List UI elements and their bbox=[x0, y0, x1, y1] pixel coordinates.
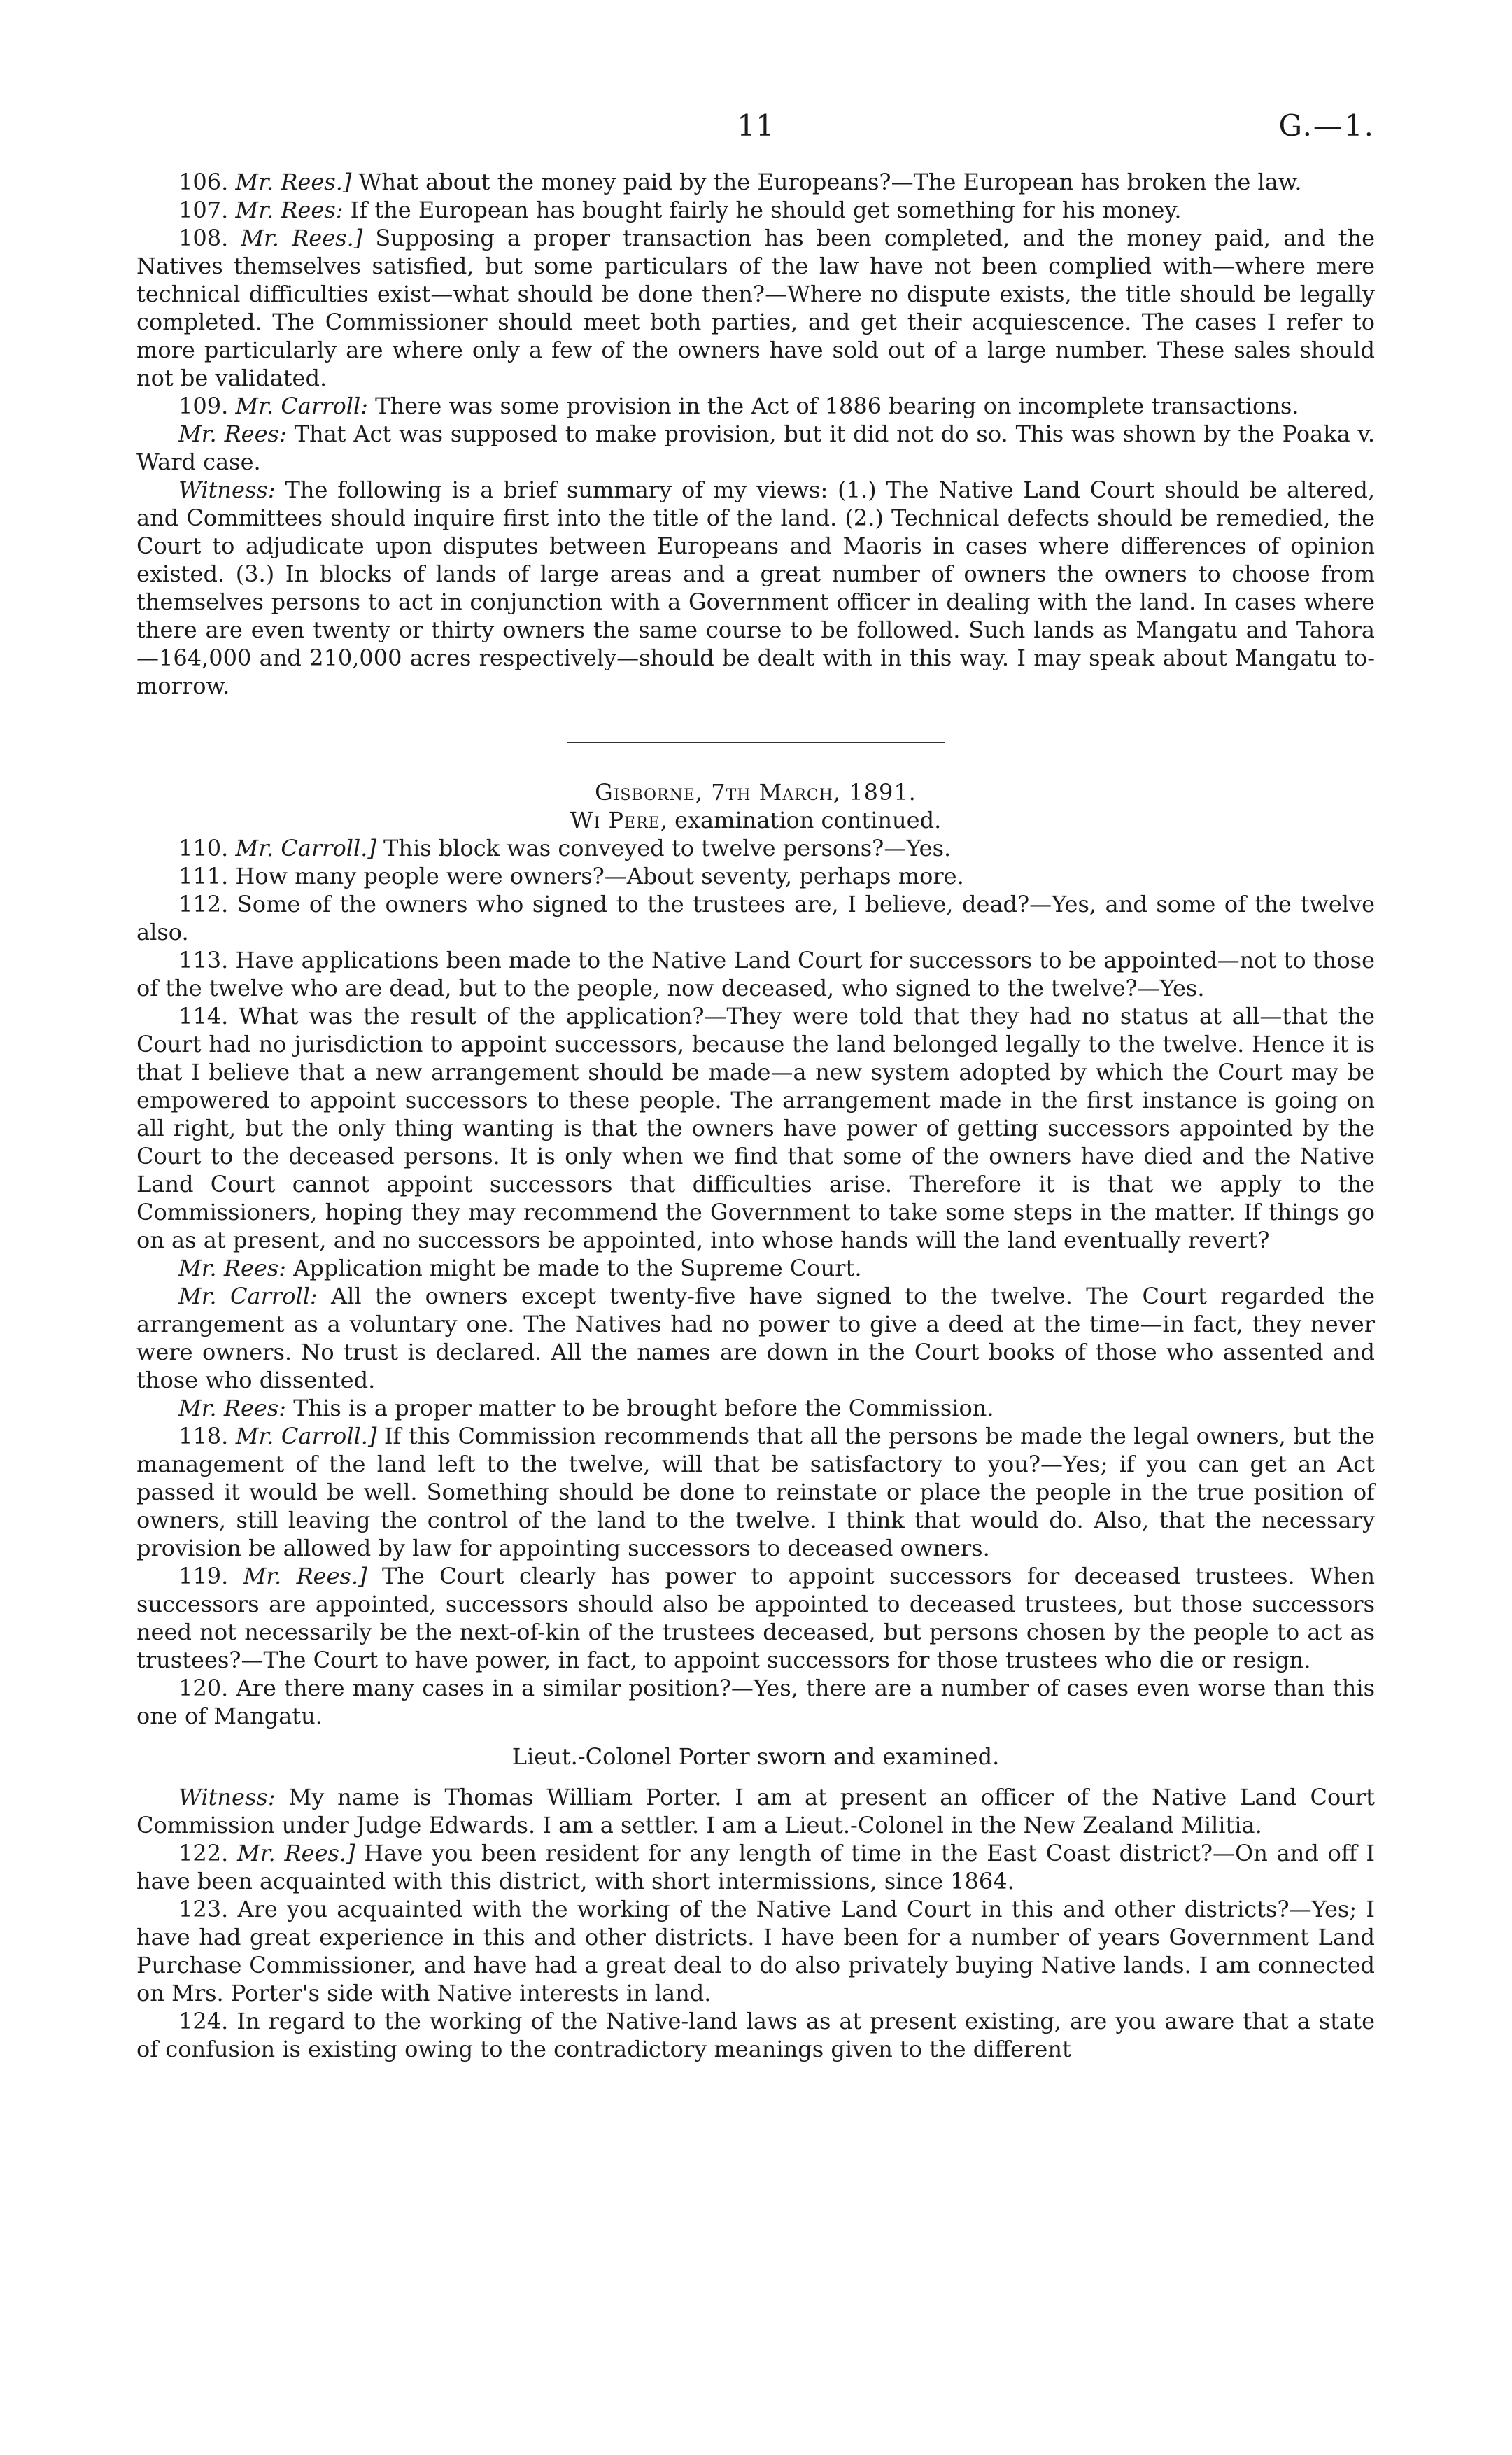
testimony-text: What about the money paid by the Europeans?—The European has broken the law. bbox=[351, 169, 1302, 195]
testimony-text: All the owners except twenty-five have signed to the twelve. The Court regarded the arrangement as a voluntary one. The Natives had no power to give a deed at the time—in fact, they never were owners. No trust is declared. All the names are down in the Court books of those who assented and those who dissented. bbox=[136, 1283, 1376, 1393]
speaker-label: Mr. Rees: bbox=[178, 1395, 287, 1421]
testimony-paragraph bbox=[136, 1839, 1375, 1895]
testimony-text: If the European has bought fairly he should get something for his money. bbox=[343, 197, 1182, 223]
speaker-label: Mr. Rees.] bbox=[243, 1563, 367, 1589]
testimony-text: Have you been resident for any length of time in the East Coast district?—On and off I have been acquainted with this district, with short intermissions, since 1864. bbox=[136, 1840, 1376, 1894]
document-body bbox=[136, 168, 1375, 2063]
testimony-text: If this Commission recommends that all the persons be made the legal owners, but the management of the land left to the twelve, will that be satisfactory to you?—Yes; if you can get an Act passed it would be well. Something should be done to reinstate or place the people in the true position of owners, still leaving the control of the land to the twelve. I think that would do. Also, that the necessary provision be allowed by law for appointing successors to deceased owners. bbox=[136, 1423, 1376, 1561]
question-number: 122. bbox=[178, 1840, 238, 1866]
testimony-text: That Act was supposed to make provision, but it did not do so. This was shown by the Poaka v. Ward case. bbox=[136, 421, 1376, 475]
testimony-text: In regard to the working of the Native-land laws as at present existing, are you aware that a state of confusion is existing owing to the contradictory meanings given to the different bbox=[136, 2008, 1376, 2062]
testimony-text: Are there many cases in a similar position?—Yes, there are a number of cases even worse than this one of Mangatu. bbox=[136, 1675, 1376, 1729]
page-header bbox=[136, 108, 1375, 154]
question-number: 106. bbox=[178, 169, 236, 195]
testimony-paragraph bbox=[136, 862, 1375, 890]
testimony-text: Application might be made to the Supreme Court. bbox=[286, 1255, 862, 1281]
testimony-paragraph bbox=[136, 392, 1375, 420]
testimony-text: Supposing a proper transaction has been completed, and the money paid, and the Natives themselves satisfied, but some particulars of the law have not been complied with—where mere technical difficulties exist—what should be done then?—Where no dispute exists, the title should be legally completed. The Commissioner should meet both parties, and get their acquiescence. The cases I refer to more particularly are where only a few of the owners have sold out of a large number. These sales should not be validated. bbox=[136, 225, 1376, 391]
testimony-text: Are you acquainted with the working of the Native Land Court in this and other districts?—Yes; I have had great experience in this and other districts. I have been for a number of years Government Land Purchase Commissioner, and have had a great deal to do also privately buying Native lands. I am connected on Mrs. Porter's side with Native interests in land. bbox=[136, 1896, 1376, 2006]
speaker-label: Mr. Rees: bbox=[178, 421, 287, 447]
testimony-paragraph bbox=[136, 476, 1375, 700]
testimony-paragraph bbox=[136, 420, 1375, 476]
testimony-paragraph bbox=[136, 1002, 1375, 1254]
question-number: 107. bbox=[178, 197, 236, 223]
question-number: 114. bbox=[178, 1003, 239, 1029]
testimony-paragraph bbox=[136, 834, 1375, 862]
page-number: 11 bbox=[737, 108, 775, 143]
question-number: 113. bbox=[178, 947, 236, 973]
testimony-paragraph bbox=[136, 1783, 1375, 1839]
speaker-label: Mr. Rees: bbox=[178, 1255, 287, 1281]
testimony-block-wi-pere bbox=[136, 168, 1375, 700]
testimony-paragraph bbox=[136, 168, 1375, 196]
testimony-text: What was the result of the application?—They were told that they had no status at all—that the Court had no jurisdiction to appoint successors, because the land belonged legally to the twelve. Hence it is that I believe that a new arrangement should be made—a new system adopted by which the Court may be empowered to appoint successors to these people. The arrangement made in the first instance is going on all right, but the only thing wanting is that the owners have power of getting successors appointed by the Court to the deceased persons. It is only when we find that some of the owners have died and the Native Land Court cannot appoint successors that difficulties arise. Therefore it is that we apply to the Commissioners, hoping they may recommend the Government to take some steps in the matter. If things go on as at present, and no successors be appointed, into whose hands will the land eventually revert? bbox=[136, 1003, 1376, 1253]
speaker-label: Mr. Carroll.] bbox=[235, 1423, 377, 1449]
speaker-label: Mr. Rees.] bbox=[237, 1840, 355, 1866]
section-heading-porter: Lieut.-Colonel Porter sworn and examined. bbox=[511, 1743, 1000, 1770]
question-number: 119. bbox=[178, 1563, 243, 1589]
speaker-label: Mr. Rees.] bbox=[235, 169, 352, 195]
question-number: 124. bbox=[178, 2008, 237, 2034]
section-subheading-witness: Wi Pere, examination continued. bbox=[570, 807, 942, 833]
speaker-label: Mr. Rees: bbox=[235, 197, 344, 223]
speaker-label: Witness: bbox=[178, 1784, 276, 1810]
testimony-text: This is a proper matter to be brought before the Commission. bbox=[286, 1395, 994, 1421]
testimony-block-porter bbox=[136, 1783, 1375, 2063]
speaker-label: Mr. Carroll.] bbox=[235, 835, 376, 861]
testimony-text: My name is Thomas William Porter. I am at present an officer of the Native Land Court Commission under Judge Edwards. I am a settler. I am a Lieut.-Colonel in the New Zealand Militia. bbox=[136, 1784, 1375, 1838]
testimony-paragraph bbox=[136, 1394, 1375, 1422]
testimony-paragraph bbox=[136, 1562, 1375, 1674]
testimony-paragraph bbox=[136, 1895, 1375, 2007]
speaker-label: Mr. Carroll: bbox=[235, 393, 368, 419]
testimony-paragraph bbox=[136, 196, 1375, 224]
speaker-label: Witness: bbox=[178, 477, 276, 503]
speaker-label: Mr. Rees.] bbox=[241, 225, 363, 251]
question-number: 118. bbox=[178, 1423, 236, 1449]
testimony-block-continued bbox=[136, 834, 1375, 1730]
testimony-text: There was some provision in the Act of 1886 bearing on incomplete transactions. bbox=[367, 393, 1299, 419]
question-number: 120. bbox=[178, 1675, 236, 1701]
testimony-paragraph bbox=[136, 946, 1375, 1002]
document-reference: G.—1. bbox=[1278, 108, 1375, 143]
section-heading-date: Gisborne, 7th March, 1891. bbox=[595, 779, 917, 806]
testimony-text: How many people were owners?—About seventy, perhaps more. bbox=[235, 863, 964, 889]
testimony-text: This block was conveyed to twelve persons?—Yes. bbox=[376, 835, 952, 861]
testimony-paragraph bbox=[136, 1422, 1375, 1562]
testimony-paragraph bbox=[136, 2007, 1375, 2063]
testimony-text: The following is a brief summary of my views: (1.) The Native Land Court should be altered, and Committees should inquire first into the title of the land. (2.) Technical defects should be remedied, the Court to adjudicate upon disputes between Europeans and Maoris in cases where differences of opinion existed. (3.) In blocks of lands of large areas and a great number of owners the owners to choose from themselves persons to act in conjunction with a Government officer in dealing with the land. In cases where there are even twenty or thirty owners the same course to be followed. Such lands as Mangatu and Tahora—164,000 and 210,000 acres respectively—should be dealt with in this way. I may speak about Mangatu to-morrow. bbox=[136, 477, 1375, 699]
witness-name: Wi Pere bbox=[570, 807, 660, 833]
testimony-text: The Court clearly has power to appoint successors for deceased trustees. When successors are appointed, successors should also be appointed to deceased trustees, but those successors need not necessarily be the next-of-kin of the trustees deceased, but persons chosen by the people to act as trustees?—The Court to have power, in fact, to appoint successors for those trustees who die or resign. bbox=[136, 1563, 1376, 1673]
testimony-paragraph bbox=[136, 1674, 1375, 1730]
section-divider bbox=[567, 742, 945, 743]
question-number: 109. bbox=[178, 393, 236, 419]
document-page bbox=[136, 0, 1375, 2455]
testimony-paragraph bbox=[136, 1282, 1375, 1394]
testimony-paragraph bbox=[136, 1254, 1375, 1282]
testimony-paragraph bbox=[136, 224, 1375, 392]
testimony-paragraph bbox=[136, 890, 1375, 946]
speaker-label: Mr. Carroll: bbox=[178, 1283, 318, 1309]
testimony-text: Some of the owners who signed to the trustees are, I believe, dead?—Yes, and some of the twelve also. bbox=[136, 891, 1376, 945]
question-number: 108. bbox=[178, 225, 241, 251]
question-number: 112. bbox=[178, 891, 237, 917]
question-number: 110. bbox=[178, 835, 236, 861]
question-number: 123. bbox=[178, 1896, 238, 1922]
testimony-text: Have applications been made to the Native Land Court for successors to be appointed—not to those of the twelve who are dead, but to the people, now deceased, who signed to the twelve?—Yes. bbox=[136, 947, 1376, 1001]
question-number: 111. bbox=[178, 863, 236, 889]
